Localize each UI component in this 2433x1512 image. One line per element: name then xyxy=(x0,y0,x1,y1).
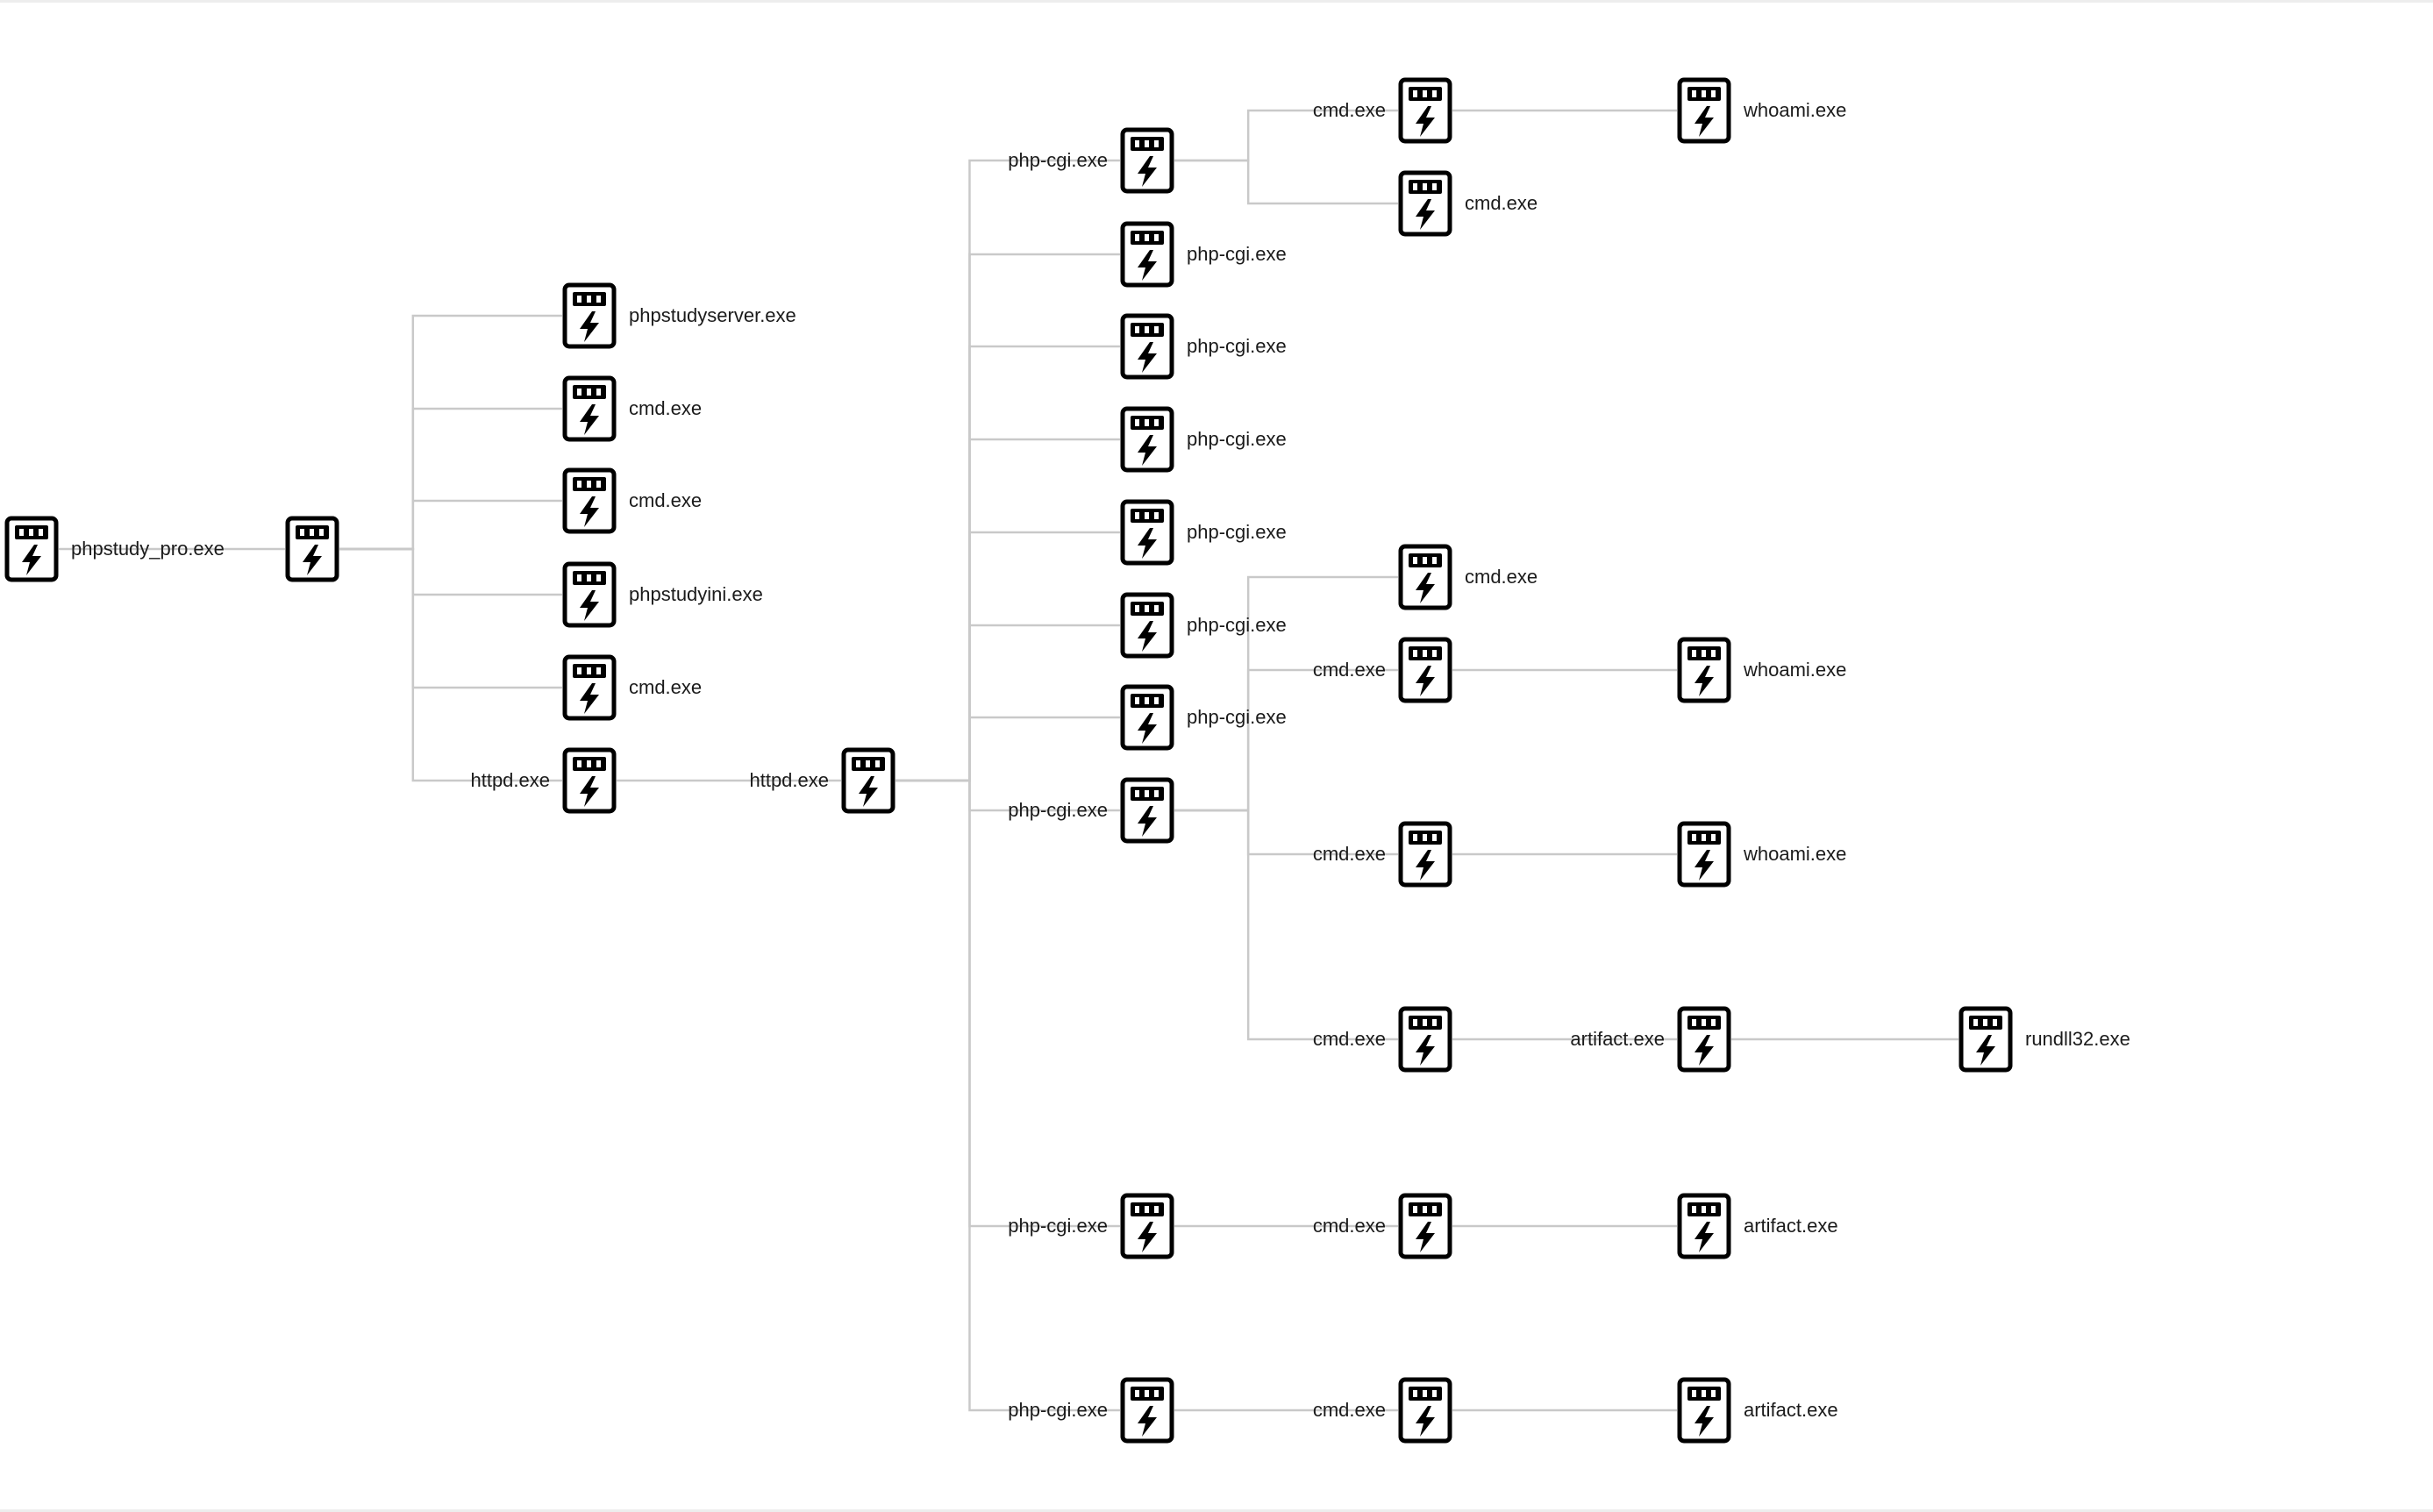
process-node-icon xyxy=(562,747,617,814)
process-label: artifact.exe xyxy=(1744,1215,1838,1237)
process-node[interactable] xyxy=(1398,1006,1452,1073)
process-label: php-cgi.exe xyxy=(1008,149,1108,171)
process-node-icon xyxy=(1120,221,1174,288)
process-node-icon xyxy=(1120,592,1174,659)
process-node-icon xyxy=(1120,684,1174,751)
process-node[interactable] xyxy=(1120,777,1174,844)
process-edge xyxy=(895,717,1120,781)
process-node-icon xyxy=(1120,1193,1174,1259)
process-node-icon xyxy=(1398,1193,1452,1259)
process-edge xyxy=(339,501,562,549)
process-label: phpstudy_pro.exe xyxy=(71,538,225,560)
process-node[interactable] xyxy=(562,561,617,628)
process-label: whoami.exe xyxy=(1744,99,1847,121)
process-edge xyxy=(895,625,1120,781)
process-node-icon xyxy=(841,747,895,814)
process-edge xyxy=(339,549,562,595)
process-label: cmd.exe xyxy=(629,489,703,511)
process-node[interactable] xyxy=(1398,637,1452,703)
process-node-icon xyxy=(1398,77,1452,144)
process-node[interactable] xyxy=(1959,1006,2013,1073)
process-label: artifact.exe xyxy=(1570,1028,1665,1050)
process-node[interactable] xyxy=(1120,1193,1174,1259)
process-edge xyxy=(339,549,562,688)
process-node-icon xyxy=(1677,637,1731,703)
process-node[interactable] xyxy=(1398,821,1452,888)
process-node-icon xyxy=(1398,1006,1452,1073)
process-node-icon xyxy=(1677,1193,1731,1259)
process-label: cmd.exe xyxy=(1312,1215,1386,1237)
process-node-icon xyxy=(1120,1377,1174,1444)
process-label: cmd.exe xyxy=(629,397,703,419)
process-node[interactable] xyxy=(562,747,617,814)
process-node-icon xyxy=(1677,1377,1731,1444)
process-node-icon xyxy=(1120,313,1174,380)
process-label: phpstudyini.exe xyxy=(629,583,763,605)
process-node[interactable] xyxy=(562,467,617,534)
process-node[interactable] xyxy=(1677,1006,1731,1073)
process-node-icon xyxy=(1677,1006,1731,1073)
process-node[interactable] xyxy=(1120,684,1174,751)
process-edge xyxy=(339,549,562,781)
process-node-icon xyxy=(1677,821,1731,888)
process-node[interactable] xyxy=(1120,592,1174,659)
process-edge xyxy=(895,254,1120,781)
process-label: httpd.exe xyxy=(470,769,550,791)
process-label: cmd.exe xyxy=(1465,566,1538,588)
process-node[interactable] xyxy=(1677,637,1731,703)
process-node[interactable] xyxy=(4,516,59,582)
process-edge xyxy=(339,316,562,549)
process-edge xyxy=(1174,670,1398,810)
process-node[interactable] xyxy=(1398,1193,1452,1259)
process-node-icon xyxy=(285,516,339,582)
process-node-icon xyxy=(1120,777,1174,844)
process-node[interactable] xyxy=(1398,170,1452,237)
process-node-icon xyxy=(562,561,617,628)
process-node-icon xyxy=(562,654,617,721)
process-node-icon xyxy=(562,282,617,349)
process-node[interactable] xyxy=(1677,821,1731,888)
process-label: php-cgi.exe xyxy=(1008,1215,1108,1237)
process-edge xyxy=(895,532,1120,781)
process-node-icon xyxy=(4,516,59,582)
process-node-icon xyxy=(562,467,617,534)
process-node[interactable] xyxy=(1398,1377,1452,1444)
process-node-icon xyxy=(1398,821,1452,888)
process-label: rundll32.exe xyxy=(2025,1028,2130,1050)
process-label: php-cgi.exe xyxy=(1187,335,1287,357)
process-edge xyxy=(895,346,1120,781)
process-node[interactable] xyxy=(841,747,895,814)
process-node[interactable] xyxy=(1120,127,1174,194)
process-label: cmd.exe xyxy=(1312,1028,1386,1050)
process-node[interactable] xyxy=(562,654,617,721)
process-node[interactable] xyxy=(1120,221,1174,288)
process-label: whoami.exe xyxy=(1744,843,1847,865)
process-edge xyxy=(895,781,1120,1410)
process-label: php-cgi.exe xyxy=(1008,1399,1108,1421)
process-node[interactable] xyxy=(1398,77,1452,144)
process-edge xyxy=(1174,160,1398,203)
process-node-icon xyxy=(1398,544,1452,610)
process-edge xyxy=(895,781,1120,1226)
process-node[interactable] xyxy=(1120,406,1174,473)
process-label: php-cgi.exe xyxy=(1187,428,1287,450)
process-label: php-cgi.exe xyxy=(1187,706,1287,728)
process-node[interactable] xyxy=(1120,313,1174,380)
process-label: cmd.exe xyxy=(1312,1399,1386,1421)
process-edge xyxy=(895,439,1120,781)
process-label: cmd.exe xyxy=(1465,192,1538,214)
process-node-icon xyxy=(1120,499,1174,566)
process-node[interactable] xyxy=(285,516,339,582)
process-label: whoami.exe xyxy=(1744,659,1847,681)
process-label: php-cgi.exe xyxy=(1187,243,1287,265)
process-node-icon xyxy=(1120,127,1174,194)
process-node[interactable] xyxy=(1120,499,1174,566)
process-label: php-cgi.exe xyxy=(1187,521,1287,543)
process-label: cmd.exe xyxy=(1312,99,1386,121)
process-node[interactable] xyxy=(562,375,617,442)
process-node-icon xyxy=(1398,170,1452,237)
process-label: artifact.exe xyxy=(1744,1399,1838,1421)
process-edge xyxy=(895,160,1120,781)
process-label: cmd.exe xyxy=(1312,659,1386,681)
process-label: php-cgi.exe xyxy=(1187,614,1287,636)
process-label: httpd.exe xyxy=(749,769,829,791)
process-label: php-cgi.exe xyxy=(1008,799,1108,821)
process-node-icon xyxy=(562,375,617,442)
process-label: phpstudyserver.exe xyxy=(629,304,796,326)
process-node[interactable] xyxy=(1677,1193,1731,1259)
process-node-icon xyxy=(1959,1006,2013,1073)
process-node-icon xyxy=(1677,77,1731,144)
process-node-icon xyxy=(1398,1377,1452,1444)
process-node[interactable] xyxy=(1120,1377,1174,1444)
process-node[interactable] xyxy=(1677,77,1731,144)
process-label: cmd.exe xyxy=(1312,843,1386,865)
process-node[interactable] xyxy=(1398,544,1452,610)
process-node-icon xyxy=(1398,637,1452,703)
process-label: cmd.exe xyxy=(629,676,703,698)
process-node-icon xyxy=(1120,406,1174,473)
process-edge xyxy=(1174,577,1398,810)
process-node[interactable] xyxy=(562,282,617,349)
top-divider xyxy=(0,0,2433,3)
process-node[interactable] xyxy=(1677,1377,1731,1444)
process-edge xyxy=(339,409,562,549)
